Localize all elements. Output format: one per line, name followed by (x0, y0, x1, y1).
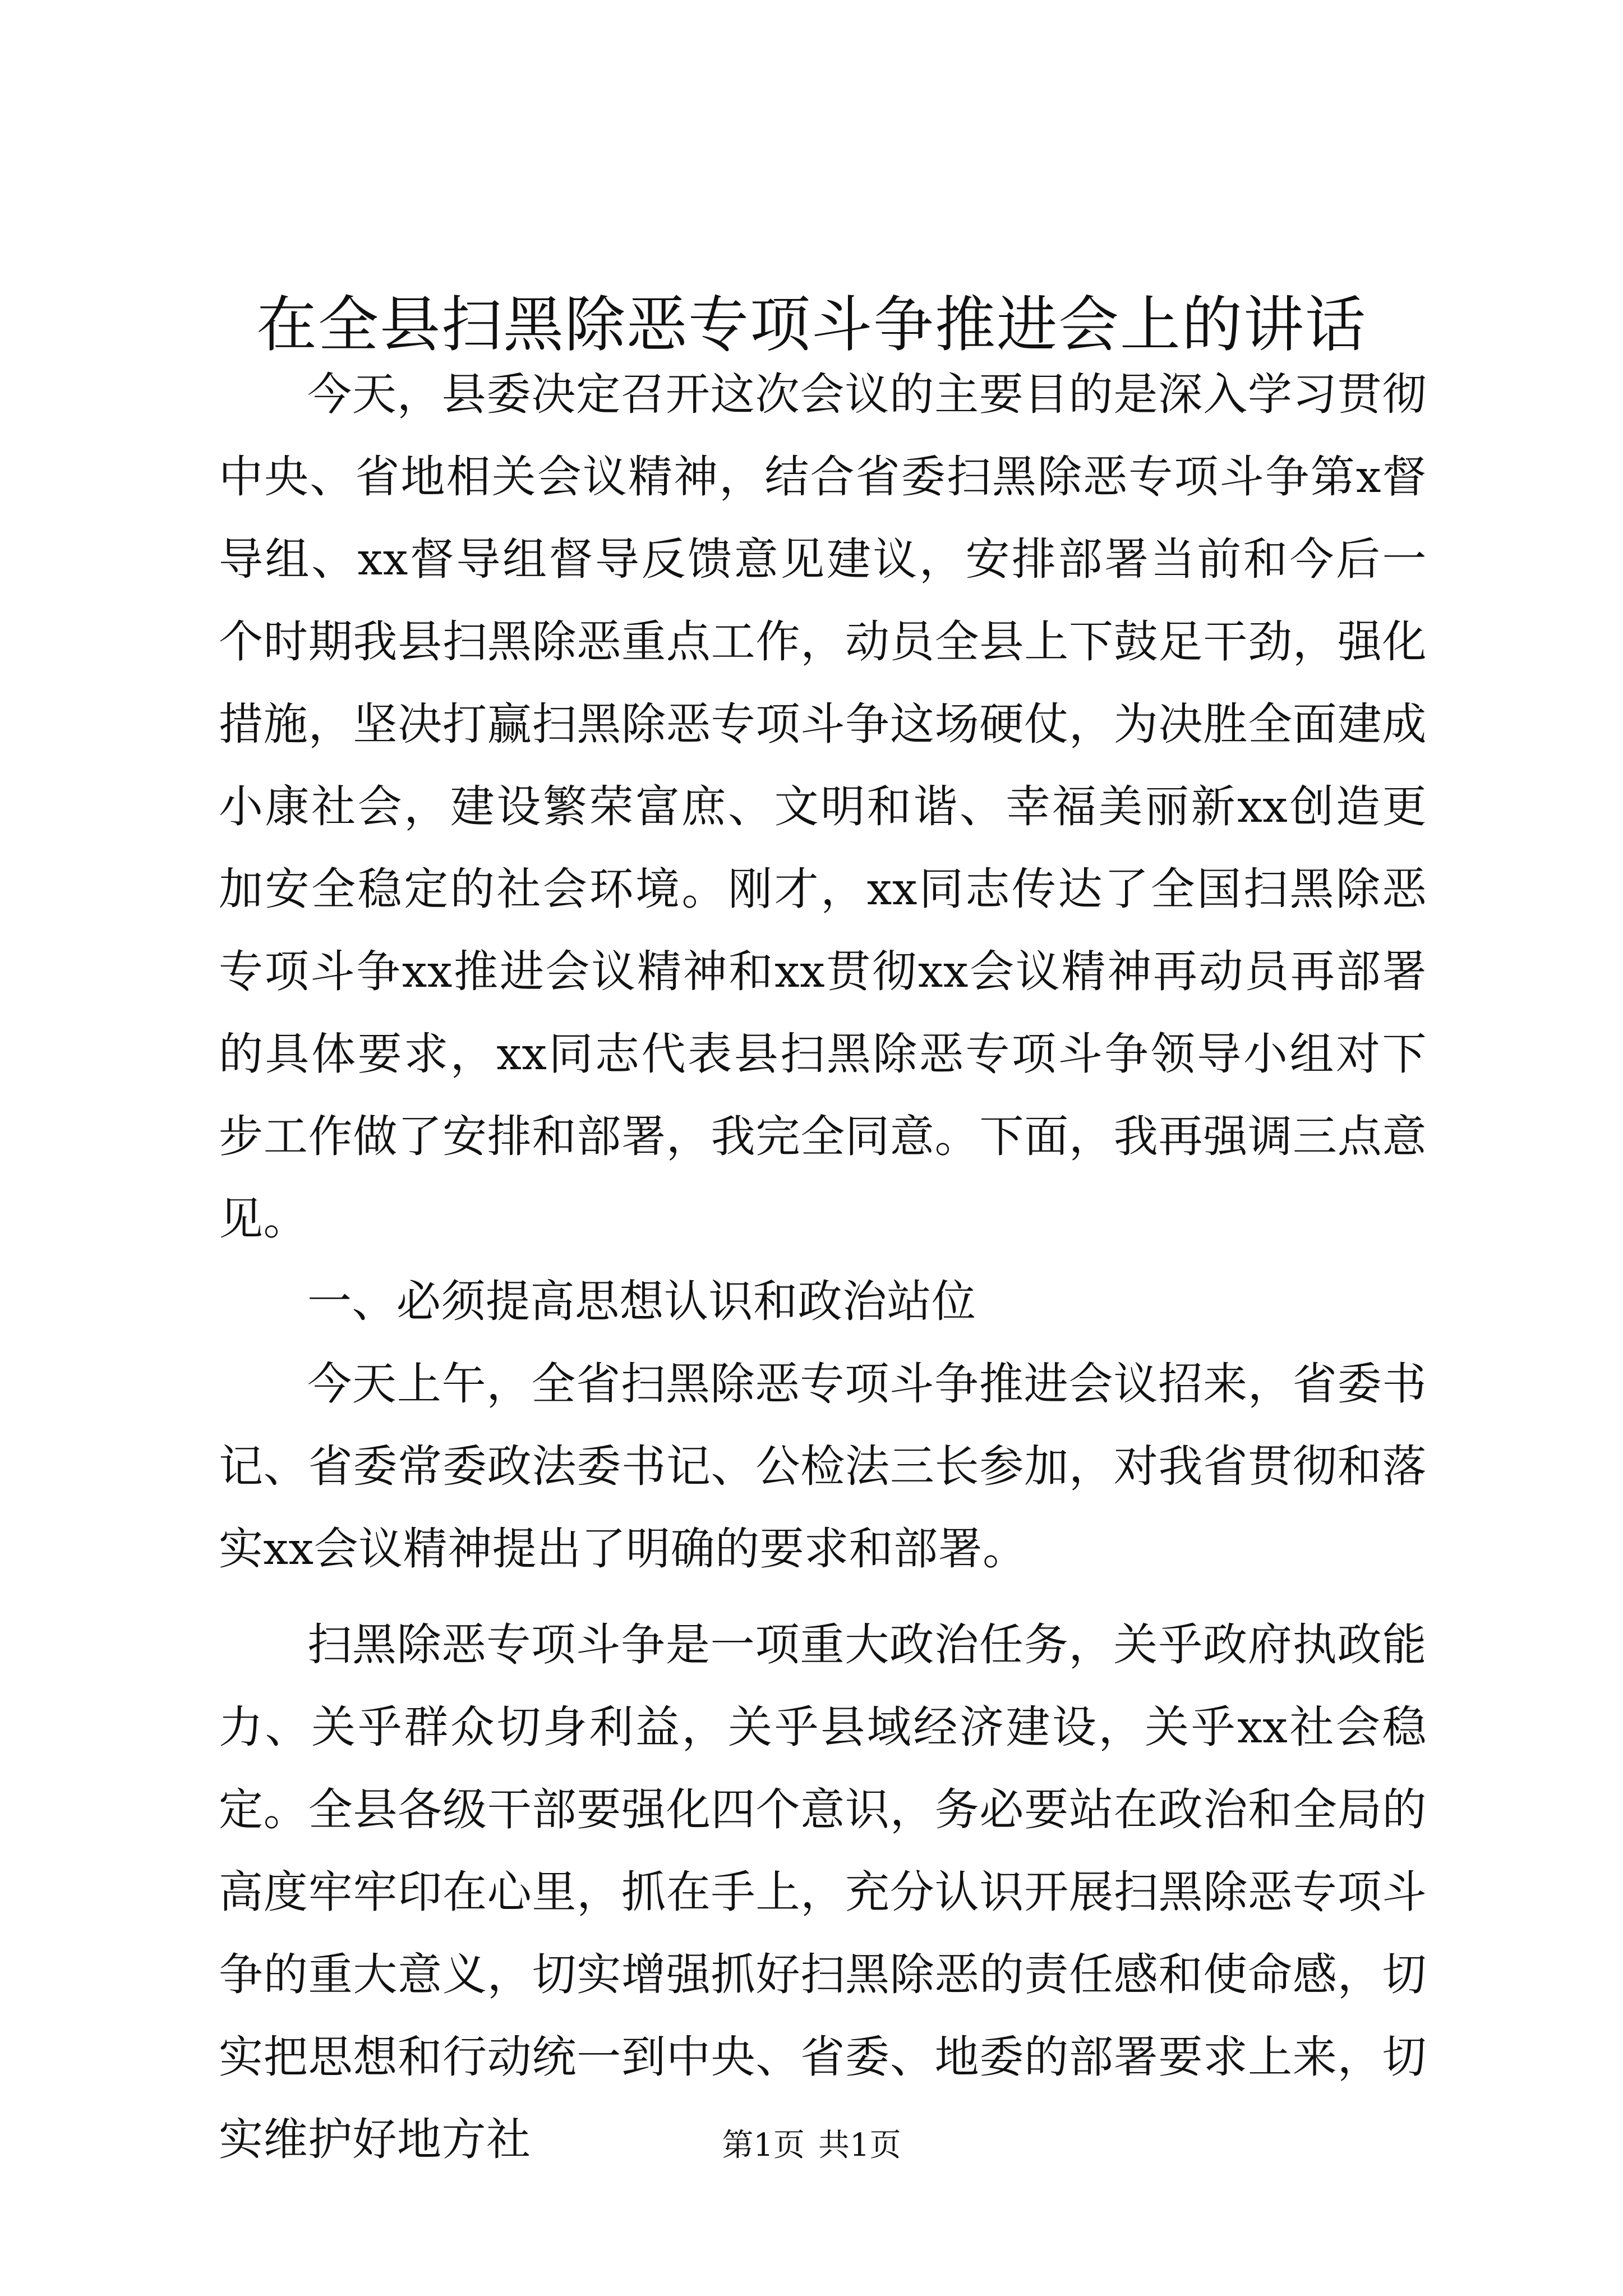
paragraph-intro: 今天，县委决定召开这次会议的主要目的是深入学习贯彻中央、省地相关会议精神，结合省委扫黑除恶专项斗争第x督导组、xx督导组督导反馈意见建议，安排部署当前和今后一个时期我县扫黑除恶重点工作，动员全县上下鼓足干劲，强化措施，坚决打赢扫黑除恶专项斗争这场硬仗，为决胜全面建成小康社会，建设繁荣富庶、文明和谐、幸福美丽新xx创造更加安全稳定的社会环境。刚才，xx同志传达了全国扫黑除恶专项斗争xx推进会议精神和xx贯彻xx会议精神再动员再部署的具体要求，xx同志代表县扫黑除恶专项斗争领导小组对下步工作做了安排和部署，我完全同意。下面，我再强调三点意见。 (219, 369, 1427, 1245)
paragraph-meeting: 今天上午，全省扫黑除恶专项斗争推进会议招来，省委书记、省委常委政法委书记、公检法三长参加，对我省贯彻和落实xx会议精神提出了明确的要求和部署。 (219, 1358, 1427, 1575)
paragraph-political-task: 扫黑除恶专项斗争是一项重大政治任务，关乎政府执政能力、关乎群众切身利益，关乎县域经济建设，关乎xx社会稳定。全县各级干部要强化四个意识，务必要站在政治和全局的高度牢牢印在心里，抓在手上，充分认识开展扫黑除恶专项斗争的重大意义，切实增强抓好扫黑除恶的责任感和使命感，切实把思想和行动统一到中央、省委、地委的部署要求上来，切实维护好地方社 (219, 1619, 1427, 2165)
page-number: 第1页 (722, 2127, 805, 2164)
section-heading-1: 一、必须提高思想认识和政治站位 (307, 1276, 976, 1327)
document-title: 在全县扫黑除恶专项斗争推进会上的讲话 (256, 290, 1367, 360)
document-body (219, 353, 1427, 2181)
page-footer (0, 2123, 1623, 2168)
page-total: 共1页 (818, 2127, 901, 2164)
